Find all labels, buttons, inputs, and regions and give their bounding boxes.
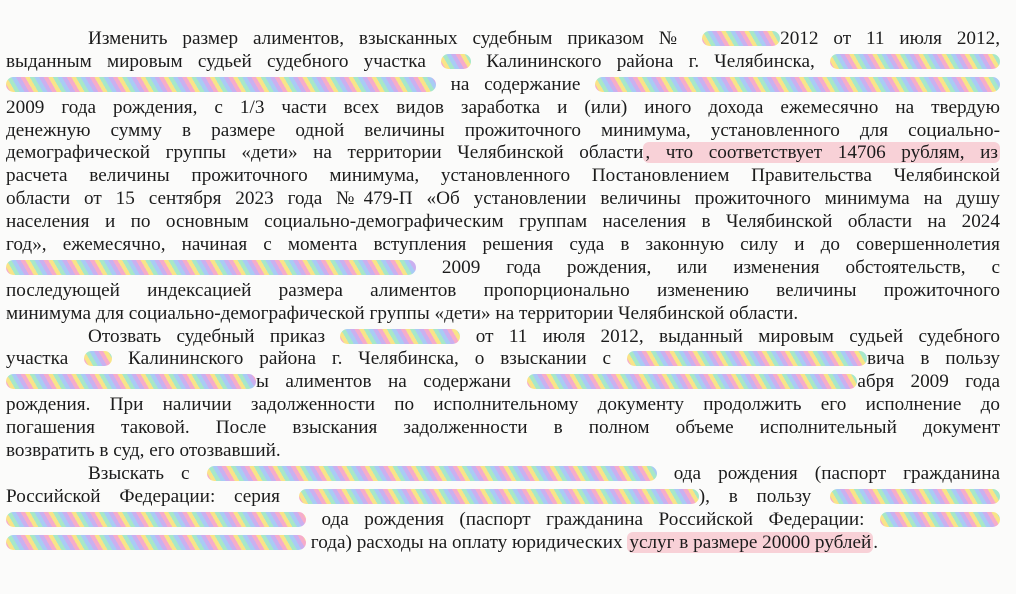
redaction-mark: [6, 374, 256, 389]
text-fragment: на содержание: [450, 73, 581, 95]
text-fragment: Российской Федерации: серия: [6, 485, 280, 507]
text-fragment: 2012 от 11 июля 2012,: [780, 28, 1000, 49]
text-line: [6, 326, 1000, 349]
redaction-mark: [527, 374, 857, 389]
text-fragment: демографической группы «дети» на территории Челябинской области: [6, 142, 644, 164]
text-line: [6, 371, 1000, 394]
text-fragment: ы алиментов на содержани: [256, 371, 511, 393]
text-fragment: 2009 года рождения, или изменения обстоятельств, с: [441, 256, 1000, 278]
redaction-mark: [595, 77, 1000, 92]
text-line: погашения таковой. После взыскания задолженности в полном объеме исполнительный документ: [6, 417, 1000, 439]
text-fragment: от 11 июля 2012, выданный мировым судьей судебного: [475, 325, 1001, 347]
text-fragment: вича в пользу: [866, 348, 1001, 370]
text-line: населения и по основным социально-демографическим группам населения в Челябинской области на 2024: [6, 211, 1000, 233]
paragraph-change-alimony: [6, 28, 1000, 326]
text-line: [6, 463, 1000, 486]
redaction-mark: [702, 31, 780, 46]
text-fragment: ода рождения (паспорт гражданина: [673, 462, 1001, 484]
redaction-mark: [627, 351, 867, 366]
redaction-mark: [340, 329, 460, 344]
paragraph-recover-costs: [6, 463, 1000, 555]
text-fragment: Отозвать судебный приказ: [88, 325, 326, 347]
redaction-mark: [830, 54, 1000, 69]
redaction-mark: [6, 512, 306, 527]
redaction-mark: [880, 512, 1000, 527]
text-line: [6, 532, 1000, 555]
text-fragment: выданным мировым судьей судебного участка: [6, 50, 426, 72]
redaction-mark: [207, 466, 657, 481]
text-line: расчета величины прожиточного минимума, установленного Постановлением Правительства Челябинской: [6, 165, 1000, 187]
redaction-mark: [441, 54, 471, 69]
text-line: рождения. При наличии задолженности по исполнительному документу продолжить его исполнение до: [6, 394, 1000, 416]
text-line: минимума для социально-демографической группы «дети» на территории Челябинской области.: [6, 302, 799, 324]
text-line: [6, 142, 1000, 165]
text-line: [6, 28, 1000, 51]
redaction-mark: [6, 77, 436, 92]
highlighted-amount: , что соответствует 14706 рублям, из: [645, 142, 998, 164]
text-line: денежную сумму в размере одной величины прожиточного минимума, установленного для социально-: [6, 119, 1000, 141]
redaction-mark: [299, 489, 699, 504]
text-fragment: Калининского района г. Челябинска, о взыскании с: [128, 348, 612, 370]
text-line: [6, 257, 1000, 280]
text-line: [6, 348, 1000, 371]
text-line: области от 15 сентября 2023 года №479-П «Об установлении величины прожиточного минимума на душу: [6, 188, 1000, 210]
text-fragment: ода рождения (паспорт гражданина Российской Федерации:: [321, 508, 865, 530]
text-line: [6, 486, 1000, 509]
text-fragment: абря 2009 года: [857, 371, 1001, 393]
redaction-mark: [6, 535, 306, 550]
text-line: последующей индексацией размера алиментов пропорционально изменению величины прожиточного: [6, 279, 1000, 301]
redaction-mark: [6, 260, 416, 275]
text-line: год», ежемесячно, начиная с момента вступления решения суда в законную силу и до совершеннолетия: [6, 234, 1000, 256]
text-fragment: .: [873, 531, 879, 553]
text-line: [6, 509, 1000, 532]
document-body: [6, 28, 1000, 554]
highlighted-amount: услуг в размере 20000 рублей: [629, 531, 872, 553]
text-line: возвратить в суд, его отозвавший.: [6, 440, 281, 462]
paragraph-revoke-order: [6, 326, 1000, 463]
text-fragment: Калининского района г. Челябинска,: [486, 50, 815, 72]
text-fragment: Взыскать с: [88, 462, 190, 484]
text-fragment: ), в пользу: [698, 485, 812, 507]
text-line: [6, 74, 1000, 97]
redaction-mark: [830, 489, 1000, 504]
text-line: 2009 года рождения, с 1/3 части всех видов заработка и (или) иного дохода ежемесячно на твердую: [6, 96, 1000, 118]
redaction-mark: [84, 351, 112, 366]
text-fragment: года) расходы на оплату юридических: [310, 531, 623, 553]
text-fragment: Изменить размер алиментов, взысканных судебным приказом №: [88, 28, 688, 49]
text-fragment: участка: [6, 348, 69, 370]
text-line: [6, 51, 1000, 74]
